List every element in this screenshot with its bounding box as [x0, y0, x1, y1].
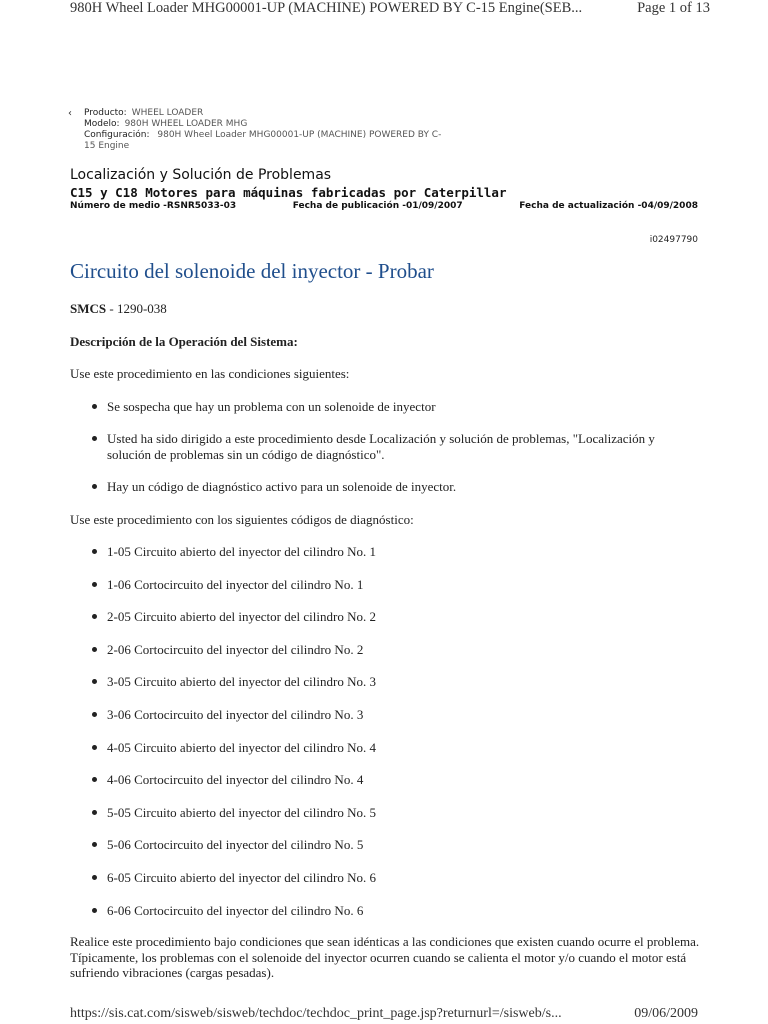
config-value[interactable]: 980H Wheel Loader MHG00001-UP (MACHINE) POWERED BY C-15 Engine [84, 130, 442, 151]
bullet-icon [92, 908, 97, 913]
bullet-icon [92, 436, 97, 441]
print-header-title: 980H Wheel Loader MHG00001-UP (MACHINE) POWERED BY C-15 Engine(SEB... [70, 0, 583, 16]
list-item: 6-05 Circuito abierto del inyector del cilindro No. 6 [90, 870, 700, 886]
list-item: 4-06 Cortocircuito del inyector del cilindro No. 4 [90, 772, 700, 788]
list-item: Hay un código de diagnóstico activo para un solenoide de inyector. [90, 479, 700, 495]
breadcrumb-configuracion [70, 130, 444, 152]
article-title: Circuito del solenoide del inyector - Probar [70, 259, 434, 283]
document-subtitle: C15 y C18 Motores para máquinas fabricadas por Caterpillar [70, 185, 507, 200]
print-header [70, 0, 710, 17]
list-item: 1-05 Circuito abierto del inyector del cilindro No. 1 [90, 544, 700, 560]
list-item: 5-05 Circuito abierto del inyector del cilindro No. 5 [90, 805, 700, 821]
bullet-icon [92, 712, 97, 717]
media-number: Número de medio -RSNR5033-03 [70, 201, 237, 211]
modelo-label: Modelo: [84, 119, 120, 129]
codes-list [90, 544, 700, 935]
footer-date: 09/06/2009 [634, 1006, 698, 1021]
smcs-line [70, 301, 710, 317]
breadcrumb-modelo [70, 119, 444, 130]
back-arrow-icon[interactable]: ‹ [68, 108, 72, 119]
bullet-icon [92, 842, 97, 847]
config-label: Configuración: [84, 130, 150, 140]
modelo-value[interactable]: 980H WHEEL LOADER MHG [124, 119, 248, 129]
section-heading: Descripción de la Operación del Sistema: [70, 334, 298, 349]
publication-date: Fecha de publicación -01/09/2007 [292, 201, 463, 211]
breadcrumb-producto [70, 108, 444, 119]
intro-codes: Use este procedimiento con los siguientes códigos de diagnóstico: [70, 512, 414, 527]
list-item: 2-05 Circuito abierto del inyector del cilindro No. 2 [90, 609, 700, 625]
breadcrumb [70, 108, 444, 152]
print-header-page: Page 1 of 13 [637, 0, 710, 16]
update-date: Fecha de actualización -04/09/2008 [519, 201, 698, 211]
bullet-icon [92, 484, 97, 489]
list-item: 3-06 Cortocircuito del inyector del cilindro No. 3 [90, 707, 700, 723]
bullet-icon [92, 679, 97, 684]
list-item: 5-06 Cortocircuito del inyector del cilindro No. 5 [90, 837, 700, 853]
list-item: 3-05 Circuito abierto del inyector del cilindro No. 3 [90, 674, 700, 690]
conditions-list [90, 399, 700, 511]
list-item: 1-06 Cortocircuito del inyector del cilindro No. 1 [90, 577, 700, 593]
producto-label: Producto: [84, 108, 127, 118]
bullet-icon [92, 582, 97, 587]
print-footer [70, 1006, 698, 1022]
bullet-icon [92, 810, 97, 815]
smcs-value: - 1290-038 [106, 301, 167, 316]
bullet-icon [92, 614, 97, 619]
list-item: Usted ha sido dirigido a este procedimiento desde Localización y solución de problemas, "Localización y solución de problemas sin un código de diagnóstico". [90, 431, 700, 463]
bullet-icon [92, 875, 97, 880]
bullet-icon [92, 404, 97, 409]
list-item: Se sospecha que hay un problema con un solenoide de inyector [90, 399, 700, 415]
smcs-label: SMCS [70, 301, 107, 316]
producto-value[interactable]: WHEEL LOADER [131, 108, 204, 118]
bullet-icon [92, 647, 97, 652]
list-item: 4-05 Circuito abierto del inyector del cilindro No. 4 [90, 740, 700, 756]
list-item: 2-06 Cortocircuito del inyector del cilindro No. 2 [90, 642, 700, 658]
document-title: Localización y Solución de Problemas [70, 167, 332, 183]
list-item: 6-06 Cortocircuito del inyector del cilindro No. 6 [90, 903, 700, 919]
footer-url: https://sis.cat.com/sisweb/sisweb/techdoc/techdoc_print_page.jsp?returnurl=/sisweb/s... [70, 1006, 562, 1021]
document-meta [70, 201, 698, 211]
bullet-icon [92, 745, 97, 750]
bullet-icon [92, 777, 97, 782]
intro-conditions: Use este procedimiento en las condiciones siguientes: [70, 366, 350, 381]
document-id: i02497790 [649, 235, 698, 245]
bullet-icon [92, 549, 97, 554]
closing-paragraph: Realice este procedimiento bajo condiciones que sean idénticas a las condiciones que existen cuando ocurre el problema. Típicamente, los problemas con el solenoide del inyector ocurren cuando se calienta el motor y/o cuando el motor está sufriendo vibraciones (cargas pesadas). [70, 934, 700, 980]
